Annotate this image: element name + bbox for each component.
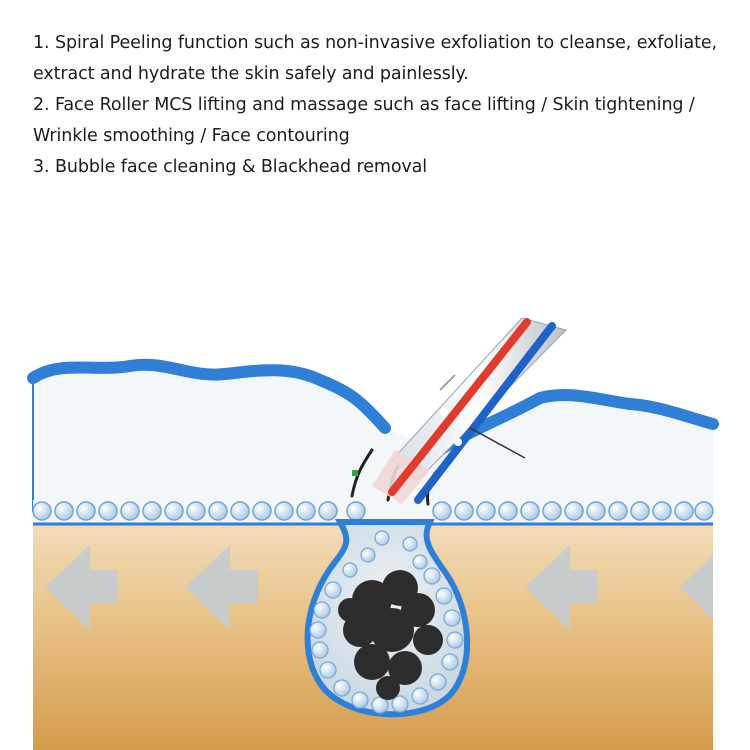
- epidermis-layer: [33, 365, 713, 512]
- feature-list: [33, 28, 723, 183]
- feature-line-1-cont: extract and hydrate the skin safely and painlessly.: [33, 64, 469, 84]
- feature-line-2-cont: Wrinkle smoothing / Face contouring: [33, 126, 350, 146]
- skin-pore-illustration: [0, 300, 750, 750]
- feature-line-3: 3. Bubble face cleaning & Blackhead removal: [33, 157, 428, 177]
- feature-line-1: 1. Spiral Peeling function such as non-invasive exfoliation to cleanse, exfoliate,: [33, 33, 718, 53]
- feature-line-2: 2. Face Roller MCS lifting and massage such as face lifting / Skin tightening /: [33, 95, 695, 115]
